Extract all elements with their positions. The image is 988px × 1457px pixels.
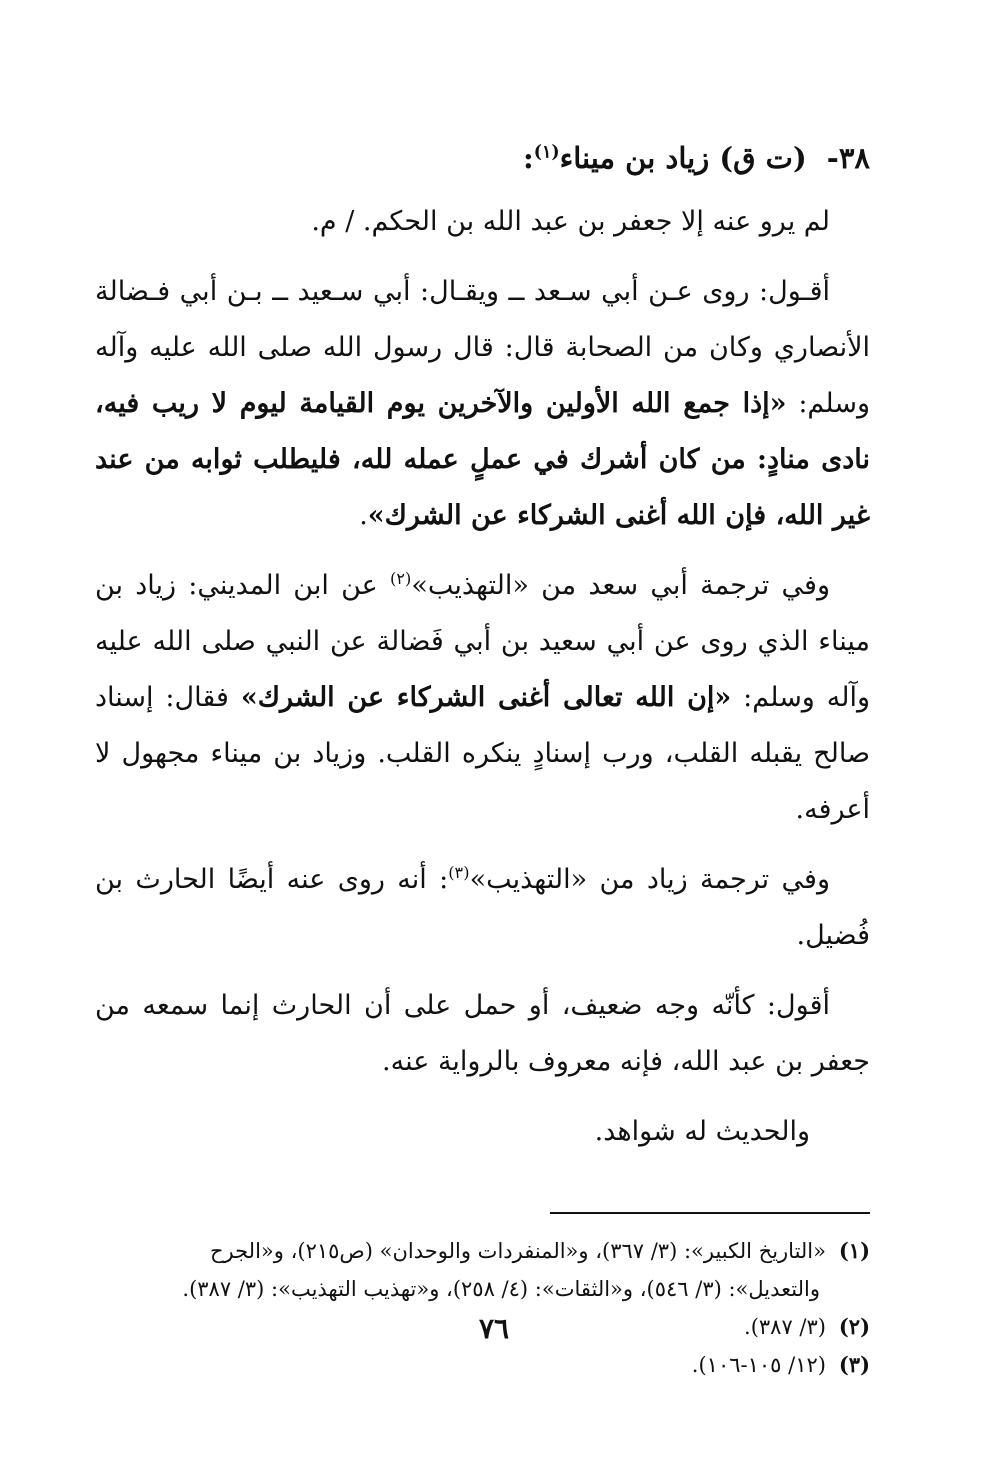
footnote-1-continued — [95, 1270, 870, 1308]
paragraph-text: عن ابن المديني: زياد بن ميناء الذي روى عن أبي سعيد بن أبي فَضالة عن النبي صلى الله عليه وآله وسلم: — [95, 570, 870, 713]
footnote-number: (١) — [838, 1238, 870, 1263]
footnote-text: (٣/ ٣٨٧). — [744, 1315, 826, 1339]
paragraph-tahdhib — [95, 852, 870, 964]
paragraph-text: . — [359, 500, 368, 531]
footnote-text: والتعديل»: (٣/ ٥٤٦)، و«الثقات»: (٤/ ٢٥٨)، و«تهذيب التهذيب»: (٣/ ٣٨٧). — [182, 1277, 820, 1301]
paragraph-text: أقـول: روى عـن أبي سـعد ــ ويقـال: أبي سـعيد ــ بـن أبي فـضالة الأنصاري وكان من الصحابة قال: قال رسول الله صلى الله عليه وآله وسلم: — [95, 276, 870, 419]
footnote-text: «التاريخ الكبير»: (٣/ ٣٦٧)، و«المنفردات والوحدان» (ص٢١٥)، و«الجرح — [209, 1239, 826, 1263]
paragraph-text: أقول: كأنّه وجه ضعيف، أو حمل على أن الحارث إنما سمعه من جعفر بن عبد الله، فإنه معروف بالرواية عنه. — [95, 990, 870, 1077]
paragraph-text: والحديث له شواهد. — [594, 1116, 810, 1147]
footnote-number: (٢) — [838, 1314, 870, 1339]
paragraph-hadith-text — [95, 264, 870, 544]
footnote-ref[interactable]: (٢) — [389, 569, 412, 588]
footnote-text: (١٢/ ١٠٥-١٠٦). — [691, 1353, 826, 1377]
paragraph-text: وفي ترجمة أبي سعد من «التهذيب» — [411, 570, 830, 601]
footnote-number: (٣) — [838, 1352, 870, 1377]
entry-colon: : — [523, 141, 534, 175]
footnote-3 — [95, 1346, 870, 1384]
footnote-ref[interactable]: (٣) — [448, 863, 470, 882]
footnotes-section — [95, 1232, 870, 1384]
paragraph-text: لم يرو عنه إلا جعفر بن عبد الله بن الحكم. / م. — [311, 206, 830, 237]
paragraph-text: وفي ترجمة زياد من «التهذيب» — [469, 864, 830, 895]
paragraph-comment — [95, 978, 870, 1090]
page-number: ٧٦ — [478, 1312, 510, 1345]
hadith-quote: «إذا جمع الله الأولين والآخرين يوم القيامة ليوم لا ريب فيه، نادى منادٍ: من كان أشرك في عملٍ عمله لله، فليطلب ثوابه من عند غير الله، فإن الله أغنى الشركاء عن الشرك» — [95, 388, 870, 531]
footnote-1 — [95, 1232, 870, 1270]
paragraph-conclusion — [95, 1104, 870, 1160]
paragraph-narrators — [95, 194, 870, 250]
paragraph-ibn-madini — [95, 558, 870, 838]
entry-number: ٣٨- — [826, 141, 870, 175]
footnote-divider — [550, 1212, 870, 1214]
paragraph-text: فقال: إسناد صالح يقبله القلب، ورب إسنادٍ ينكره القلب. وزياد بن ميناء مجهول لا أعرفه. — [95, 682, 870, 825]
hadith-quote: «إن الله تعالى أغنى الشركاء عن الشرك» — [240, 682, 732, 713]
entry-heading — [95, 130, 870, 186]
footnote-ref[interactable]: (١) — [533, 142, 560, 163]
paragraph-text: : أنه روى عنه أيضًا الحارث بن فُضيل. — [95, 864, 870, 951]
entry-title: (ت ق) زياد بن ميناء — [559, 141, 807, 175]
